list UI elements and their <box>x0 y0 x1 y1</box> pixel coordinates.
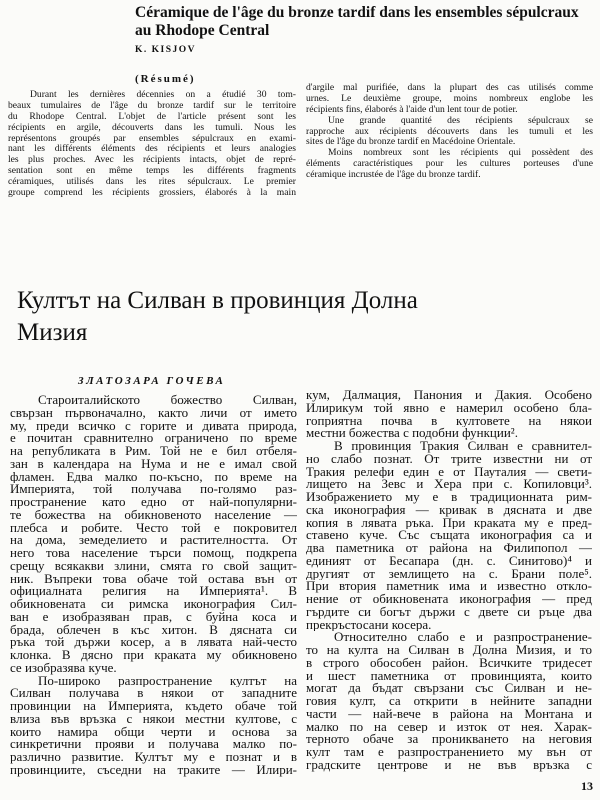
text-line: свързан първоначално, както личи от името <box>10 406 297 420</box>
paragraph <box>10 394 297 675</box>
text-line: d'argile mal purifiée, dans la plupart des cas utilisés comme <box>306 83 593 93</box>
text-line: зан в календара на Нума и не е имал свой <box>10 457 297 471</box>
text-line: représentons groupés par ensembles sépulcraux en exami- <box>8 133 296 144</box>
text-line: sentation sont en même temps les différents fragments <box>8 166 296 177</box>
text-line: фламен. Едва малко по-късно, по време на <box>10 470 297 484</box>
text-line: лището на Зевс и Хера при с. Копиловци³. <box>306 478 592 491</box>
text-line: синкретични прояви и получава малко по- <box>10 738 297 751</box>
text-line: местни божества с подобни функции². <box>306 427 518 440</box>
text-line: beaux tumulaires de l'âge du bronze tardif sur le territoire <box>8 100 296 111</box>
text-line: копия в лявата ръка. При краката му е пред- <box>306 516 592 530</box>
text-line: другият от землището на с. Брани поле⁵. <box>306 567 592 581</box>
paragraph <box>306 389 592 440</box>
paragraph <box>306 83 593 116</box>
text-line: прекръстосани косера. <box>306 618 432 632</box>
text-line: éléments caractéristiques pour les cultures porteuses d'une <box>306 159 593 170</box>
french-summary-left-column <box>8 90 296 199</box>
text-line: части — най-вече в района на Монтана и <box>306 707 592 721</box>
text-line: sites de l'âge du bronze tardif en Macédoine Orientale. <box>306 137 516 148</box>
page-number: 13 <box>581 779 593 793</box>
article-title <box>17 285 597 349</box>
text-line: срещу всякакви злини, смята го свой защит- <box>10 559 297 573</box>
text-line: нение от обикновената иконография — пред <box>306 593 592 606</box>
text-line: В провинция Тракия Силван е сравнител- <box>334 440 592 453</box>
text-line: Тракия релефи един е от Пауталия — свети- <box>306 465 592 479</box>
text-line: то на култа на Силван в Долна Мизия, и то <box>306 644 592 657</box>
text-line: céramiques, utilisés dans les rites sépulcraux. Le premier <box>8 177 296 188</box>
paragraph <box>306 631 592 771</box>
text-line: Илирикум той явно е намерил особено бла- <box>306 401 592 415</box>
text-line: провинциите, съседни на траките — Илири- <box>10 763 297 777</box>
text-line: céramique incrustée de l'âge du bronze tardif. <box>306 170 481 181</box>
text-line: различно развитие. Култът му е познат и в <box>10 751 297 764</box>
article-author: ЗЛАТОЗАРА ГОЧЕВА <box>78 375 226 387</box>
text-line: Относително слабо е и разпространение- <box>334 631 592 644</box>
text-line: се изобразява куче. <box>10 661 117 675</box>
text-line: говия култ, са открити в нейните западни <box>306 695 592 708</box>
text-line: е почитан сравнително ограничено по време <box>10 432 297 445</box>
text-line: гърдите си богът държи с двете си ръце два <box>306 605 592 619</box>
resume-label: (Résumé) <box>135 73 196 85</box>
article-left-column <box>10 394 297 777</box>
text-line: брада, облечен в къс хитон. В дясната си <box>10 623 297 637</box>
text-line: култ там е разпространението му вън от <box>306 746 592 759</box>
text-line: могат да бъдат свързани със Силван и не- <box>306 682 592 695</box>
text-line: ван е изобразяван прав, с буйна коса и <box>10 610 297 624</box>
text-line: urnes. Le deuxième groupe, moins nombreux englobe les <box>306 93 593 104</box>
text-line: те божества на обикновеното население — <box>10 508 297 522</box>
text-line: му, преди всичко с горите и дивата природа, <box>10 419 297 433</box>
text-line: клонка. В дясно при краката му обикновено <box>10 649 297 662</box>
text-line: Une grande quantité des récipients sépulcraux se <box>328 115 593 126</box>
text-line: гоприятна почва в култовете на някои <box>306 414 592 428</box>
text-line: По-широко разпространение култът на <box>38 674 297 688</box>
paragraph <box>10 675 297 777</box>
text-line: récipients fins, élaborés à l'aide d'un lent tour de potier. <box>306 104 518 115</box>
text-line: les plus proches. Avec les récipients intacts, objet de repré- <box>8 155 296 166</box>
text-line: groupe comprend les récipients grossiers, élaborés à la main <box>8 188 296 199</box>
text-line: récipients en argile, découverts dans les tumuli. Nous les <box>8 122 296 133</box>
text-line: rapproche aux récipients découverts dans les tumuli et les <box>306 126 593 137</box>
text-line: ска иконография — кривак в дясната и две <box>306 503 592 517</box>
text-line: провинции на Империята, където обаче той <box>10 700 297 713</box>
text-line: два паметника от района на Филипопол — <box>306 542 592 555</box>
text-line: Durant les dernières décennies on a étudié 30 tom- <box>30 90 296 100</box>
paragraph <box>306 116 593 149</box>
text-line: на дома, земеделието и растителността. От <box>10 534 297 547</box>
text-line: обикновената си римска иконография Сил- <box>10 598 297 611</box>
text-line: но слабо познат. От трите известни ни от <box>306 452 592 466</box>
text-line: Moins nombreux sont les récipients qui possèdent des <box>328 148 593 159</box>
text-line: Силван получава в някои от западните <box>10 687 297 700</box>
text-line: пространение като едно от най-популярни- <box>10 496 297 509</box>
text-line: малко по на север и изток от нея. Харак- <box>306 720 592 734</box>
text-line: ник. Въпреки това обаче той остава вън от <box>10 572 297 586</box>
text-line: терното обаче за проникването на неговия <box>306 733 592 746</box>
text-line: При втория паметник има и известно откло- <box>306 580 592 593</box>
french-summary-title: Céramique de l'âge du bronze tardif dans les ensembles sépulcraux au Rhodope Central <box>135 4 579 39</box>
text-line: плебса и робите. Често той е покровител <box>10 521 297 535</box>
french-summary-author: K. KISJOV <box>135 45 197 55</box>
text-line: Изображението му е в традиционната рим- <box>306 491 592 504</box>
text-line: Староиталийското божество Силван, <box>38 394 297 407</box>
text-line: Империята, той получава по-голямо раз- <box>10 483 297 496</box>
article-title-line: Мизия <box>17 319 88 346</box>
article-right-column <box>306 389 592 772</box>
text-line: nant les différents éléments des récipients et leurs analogies <box>8 144 296 155</box>
text-line: кум, Далмация, Панония и Дакия. Особено <box>306 389 592 402</box>
article-title-line: Култът на Силван в провинция Долна <box>17 287 418 314</box>
text-line: градските центрове и не във връзка с <box>306 758 592 772</box>
text-line: ставено куче. Със същата иконография са и <box>306 529 592 542</box>
text-line: влиза във връзка с някои местни култове, с <box>10 712 297 726</box>
text-line: него това население търси помощ, подкрепа <box>10 547 297 560</box>
paragraph <box>306 148 593 181</box>
paragraph <box>306 440 592 631</box>
text-line: в строго обособен район. Всичките тридесет <box>306 656 592 670</box>
text-line: на републиката в Рим. Той не е бил отбеля- <box>10 445 297 458</box>
text-line: и шест паметника от провинцията, които <box>306 669 592 683</box>
french-summary-right-column <box>306 83 593 181</box>
text-line: du Rhodope Central. L'objet de l'article présent sont les <box>8 111 296 122</box>
text-line: ръка той държи косер, а в лявата най-често <box>10 636 297 649</box>
text-line: единият от Бесапара (дн. с. Синитово)⁴ и <box>306 554 592 568</box>
paragraph <box>8 90 296 199</box>
text-line: официалната религия на Империята¹. В <box>10 585 297 598</box>
text-line: които намира общи черти и основа за <box>10 725 297 739</box>
